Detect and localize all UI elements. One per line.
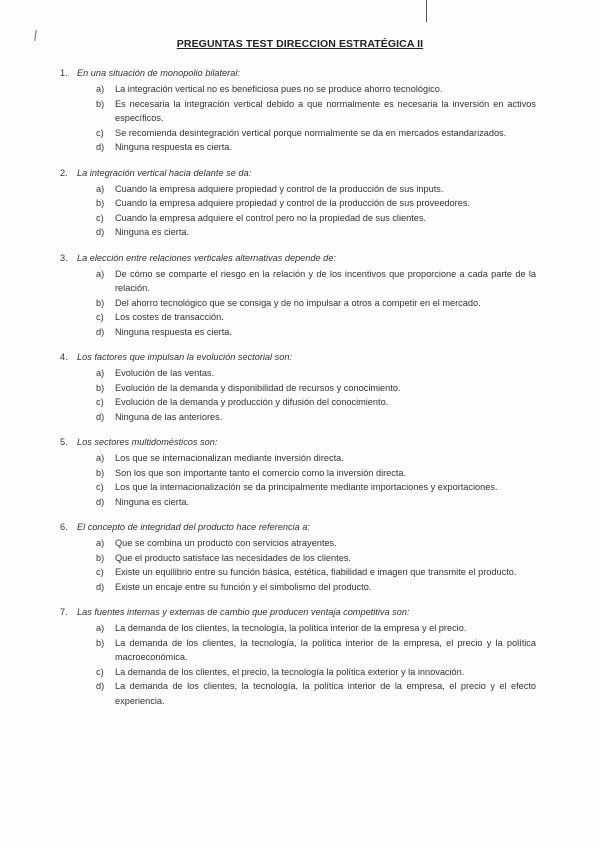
option-item (0, 679, 536, 708)
question-text: El concepto de integridad del producto hace referencia a: (77, 522, 310, 532)
option-item (0, 580, 536, 595)
option-item (0, 636, 536, 665)
question-number: 1. (60, 68, 68, 78)
option-text: Se recomienda desintegración vertical porque normalmente se da en mercados estandarizados. (115, 127, 507, 138)
option-text: Que se combina un producto con servicios atrayentes. (115, 538, 337, 548)
option-list (0, 621, 600, 708)
question-text: Los factores que impulsan la evolución sectorial son: (77, 352, 293, 362)
option-letter: c) (96, 397, 104, 407)
question-stem (0, 251, 600, 265)
option-letter: c) (96, 482, 104, 492)
option-text: Que el producto satisface las necesidades de los clientes. (115, 552, 351, 563)
option-text: Los que se internacionalizan mediante inversión directa. (115, 453, 344, 463)
option-item (0, 451, 536, 466)
question-stem (0, 350, 600, 364)
question-7 (0, 605, 600, 708)
option-letter: d) (96, 227, 105, 237)
option-list (0, 536, 600, 594)
option-letter: d) (96, 581, 105, 592)
page-title: PREGUNTAS TEST DIRECCION ESTRATÉGICA II (176, 38, 424, 50)
option-list (0, 82, 600, 155)
option-text: Los costes de transacción. (115, 312, 224, 322)
option-item (0, 366, 536, 381)
question-list (0, 66, 600, 719)
option-item (0, 621, 536, 636)
question-stem (0, 520, 600, 534)
option-letter: b) (96, 467, 105, 478)
option-letter: a) (96, 368, 105, 378)
question-4 (0, 350, 600, 424)
option-text: Evolución de las ventas. (115, 368, 215, 378)
option-text: La demanda de los clientes, la tecnología, la política interior de la empresa y el precio. (115, 623, 467, 633)
option-text: Ninguna respuesta es cierta. (115, 142, 232, 152)
option-item (0, 480, 536, 495)
option-letter: c) (96, 567, 104, 577)
question-2 (0, 166, 600, 240)
question-stem (0, 66, 600, 80)
question-text: La elección entre relaciones verticales alternativas depende de: (77, 252, 336, 263)
option-text: La demanda de los clientes, la tecnología, la política interior de la empresa, el precio y el efecto experiencia. (115, 681, 536, 706)
option-letter: b) (96, 382, 105, 393)
option-letter: b) (96, 552, 105, 563)
option-item (0, 211, 536, 226)
option-letter: b) (96, 198, 105, 208)
question-number: 7. (60, 607, 68, 617)
option-text: La integración vertical no es beneficiosa pues no se produce ahorro tecnológico. (115, 84, 443, 94)
option-text: Ninguna respuesta es cierta. (115, 326, 232, 337)
option-text: Existe un equilibrio entre su función básica, estética, fiabilidad e imagen que transmite el producto. (115, 567, 517, 577)
question-number: 2. (60, 167, 68, 178)
option-text: Cuando la empresa adquiere propiedad y control de la producción de sus inputs. (115, 183, 444, 194)
option-letter: a) (96, 183, 105, 194)
question-text: En una situación de monopolio bilateral: (77, 68, 240, 78)
option-item (0, 196, 536, 211)
question-1 (0, 66, 600, 155)
option-item (0, 325, 536, 340)
question-number: 3. (60, 252, 68, 263)
option-item (0, 296, 536, 311)
option-letter: d) (96, 496, 105, 507)
option-letter: a) (96, 84, 105, 94)
option-item (0, 410, 536, 425)
question-text: Los sectores multidomésticos son: (77, 437, 218, 447)
option-letter: c) (96, 127, 104, 138)
question-stem (0, 435, 600, 449)
option-text: Ninguna de las anteriores. (115, 411, 223, 422)
option-text: Existe un encaje entre su función y el simbolismo del producto. (115, 581, 372, 592)
option-letter: d) (96, 411, 105, 422)
option-item (0, 267, 536, 296)
option-letter: a) (96, 623, 105, 633)
question-number: 4. (60, 352, 68, 362)
option-text: La demanda de los clientes, el precio, la tecnología la política exterior y la innovación. (115, 666, 465, 677)
question-number: 6. (60, 522, 68, 532)
option-item (0, 97, 536, 126)
option-item (0, 665, 536, 680)
option-item (0, 126, 536, 141)
option-item (0, 182, 536, 197)
question-stem (0, 166, 600, 180)
option-item (0, 466, 536, 481)
option-letter: b) (96, 98, 105, 109)
option-text: Evolución de la demanda y disponibilidad de recursos y conocimiento. (115, 382, 401, 393)
option-letter: a) (96, 453, 105, 463)
option-list (0, 182, 600, 240)
option-letter: d) (96, 681, 105, 691)
option-item (0, 225, 536, 240)
option-text: La demanda de los clientes, la tecnología, la política interior de la empresa, el precio y la política macroeconómica. (115, 637, 536, 662)
option-item (0, 140, 536, 155)
option-list (0, 267, 600, 340)
option-item (0, 310, 536, 325)
option-text: De cómo se comparte el riesgo en la relación y de los incentivos que proporcione a cada parte de la relación. (115, 268, 536, 293)
option-list (0, 451, 600, 509)
option-item (0, 565, 536, 580)
option-item (0, 536, 536, 551)
option-text: Ninguna es cierta. (115, 227, 190, 237)
option-item (0, 82, 536, 97)
scan-mark (426, 0, 427, 22)
question-stem (0, 605, 600, 619)
option-text: Cuando la empresa adquiere el control pero no la propiedad de sus clientes. (115, 212, 427, 223)
option-item (0, 495, 536, 510)
question-3 (0, 251, 600, 340)
question-text: Las fuentes internas y externas de cambio que producen ventaja competitiva son: (77, 607, 410, 617)
option-letter: d) (96, 142, 105, 152)
option-letter: b) (96, 637, 105, 648)
option-item (0, 395, 536, 410)
option-text: Evolución de la demanda y producción y difusión del conocimiento. (115, 397, 389, 407)
option-text: Cuando la empresa adquiere propiedad y control de la producción de sus proveedores. (115, 198, 470, 208)
option-letter: a) (96, 538, 105, 548)
option-letter: b) (96, 297, 105, 308)
option-letter: a) (96, 268, 105, 279)
option-text: Ninguna es cierta. (115, 496, 190, 507)
option-letter: d) (96, 326, 105, 337)
option-text: Son los que son importante tanto el comercio como la inversión directa. (115, 467, 407, 478)
question-number: 5. (60, 437, 68, 447)
question-text: La integración vertical hacia delante se da: (77, 167, 252, 178)
option-list (0, 366, 600, 424)
question-6 (0, 520, 600, 594)
option-text: Es necesaria la integración vertical debido a que normalmente es necesaria la inversión en activos específicos. (115, 98, 536, 123)
question-5 (0, 435, 600, 509)
option-letter: c) (96, 212, 104, 223)
option-letter: c) (96, 666, 104, 677)
option-text: Del ahorro tecnológico que se consiga y de no impulsar a otros a competir en el mercado. (115, 297, 481, 308)
option-letter: c) (96, 312, 104, 322)
option-text: Los que la internacionalización se da principalmente mediante importaciones y exportaciones. (115, 482, 498, 492)
option-item (0, 381, 536, 396)
option-item (0, 551, 536, 566)
